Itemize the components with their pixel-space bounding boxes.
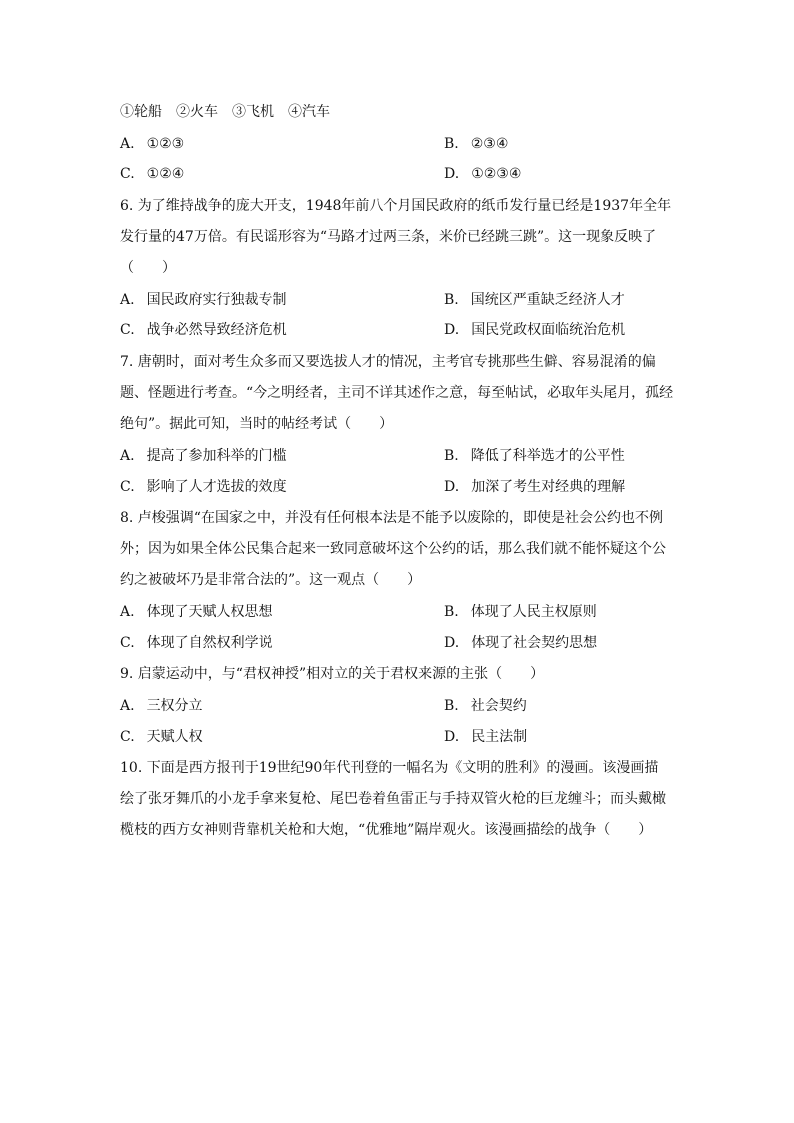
- q8-option-d[interactable]: [444, 633, 597, 653]
- option-letter: A.: [120, 604, 135, 620]
- option-text: 国民党政权面临统治危机: [471, 322, 626, 338]
- option-text: 提高了参加科举的门槛: [146, 448, 287, 464]
- q8-stem-line: 外；因为如果全体公民集合起来一致同意破坏这个公约的话，那么我们就不能怀疑这个公: [120, 541, 666, 557]
- q9-option-b[interactable]: [444, 696, 527, 716]
- option-letter: A.: [120, 698, 135, 714]
- option-text: 国民政府实行独裁专制: [146, 292, 287, 308]
- q8-stem-line: 约之被破坏乃是非常合法的”。这一观点（ ）: [120, 572, 422, 588]
- q10-stem-line: 榄枝的西方女神则背靠机关枪和大炮，“优雅地”隔岸观火。该漫画描绘的战争（ ）: [120, 822, 653, 838]
- option-text: 社会契约: [470, 698, 527, 714]
- option-letter: C.: [120, 729, 135, 745]
- q7-option-c[interactable]: [120, 477, 287, 497]
- option-text: ①②④: [146, 166, 185, 182]
- q8-option-a[interactable]: [120, 602, 273, 622]
- q7-stem-line: 绝句”。据此可知，当时的帖经考试（ ）: [120, 416, 394, 432]
- q9-option-d[interactable]: [444, 727, 527, 747]
- option-text: 体现了自然权利学说: [146, 635, 273, 651]
- q5-stem-items: ①轮船 ②火车 ③飞机 ④汽车: [120, 104, 330, 120]
- option-text: 影响了人才选拔的效度: [146, 479, 287, 495]
- option-letter: A.: [120, 448, 135, 464]
- option-letter: C.: [120, 322, 135, 338]
- option-letter: D.: [444, 322, 460, 338]
- q6-option-d[interactable]: [444, 320, 625, 340]
- option-letter: B.: [444, 604, 459, 620]
- q6-stem-line: （ ）: [120, 260, 176, 276]
- option-letter: B.: [444, 292, 459, 308]
- option-letter: C.: [120, 479, 135, 495]
- option-text: ②③④: [470, 136, 509, 152]
- q5-option-c[interactable]: [120, 164, 184, 184]
- option-letter: B.: [444, 448, 459, 464]
- option-text: ①②③: [146, 136, 185, 152]
- q8-stem-line: 8. 卢梭强调“在国家之中，并没有任何根本法是不能予以废除的，即使是社会公约也不例: [120, 510, 663, 526]
- q9-option-a[interactable]: [120, 696, 203, 716]
- option-letter: B.: [444, 136, 459, 152]
- q9-stem-line: 9. 启蒙运动中，与“君权神授”相对立的关于君权来源的主张（ ）: [120, 666, 545, 682]
- option-letter: D.: [444, 729, 460, 745]
- q8-option-c[interactable]: [120, 633, 273, 653]
- q8-option-b[interactable]: [444, 602, 597, 622]
- option-letter: A.: [120, 292, 135, 308]
- q10-stem-line: 10. 下面是西方报刊于19世纪90年代刊登的一幅名为《文明的胜利》的漫画。该漫画描: [120, 760, 659, 776]
- q5-option-b[interactable]: [444, 134, 508, 154]
- option-text: 加深了考生对经典的理解: [471, 479, 626, 495]
- q5-option-d[interactable]: [444, 164, 521, 184]
- option-text: 降低了科举选才的公平性: [470, 448, 625, 464]
- q5-option-a[interactable]: [120, 134, 184, 154]
- option-letter: C.: [120, 635, 135, 651]
- option-letter: D.: [444, 635, 460, 651]
- option-text: ①②③④: [471, 166, 522, 182]
- option-letter: A.: [120, 136, 135, 152]
- option-text: 体现了天赋人权思想: [146, 604, 273, 620]
- q6-option-c[interactable]: [120, 320, 287, 340]
- option-letter: C.: [120, 166, 135, 182]
- q10-stem-line: 绘了张牙舞爪的小龙手拿来复枪、尾巴卷着鱼雷正与手持双管火枪的巨龙缠斗；而头戴橄: [120, 791, 666, 807]
- q6-stem-line: 6. 为了维持战争的庞大开支，1948年前八个月国民政府的纸币发行量已经是1937年全年: [120, 198, 672, 214]
- option-text: 体现了人民主权原则: [470, 604, 597, 620]
- option-text: 三权分立: [146, 698, 203, 714]
- option-text: 天赋人权: [146, 729, 203, 745]
- option-letter: D.: [444, 479, 460, 495]
- q6-option-b[interactable]: [444, 290, 625, 310]
- option-text: 体现了社会契约思想: [471, 635, 598, 651]
- q7-option-d[interactable]: [444, 477, 625, 497]
- q7-option-a[interactable]: [120, 446, 287, 466]
- q9-option-c[interactable]: [120, 727, 203, 747]
- q7-stem-line: 题、怪题进行考查。“今之明经者，主司不详其述作之意，每至帖试，必取年头尾月，孤经: [120, 385, 674, 401]
- q7-stem-line: 7. 唐朝时，面对考生众多而又要选拔人才的情况，主考官专挑那些生僻、容易混淆的偏: [120, 354, 656, 370]
- option-text: 民主法制: [471, 729, 528, 745]
- option-letter: D.: [444, 166, 460, 182]
- option-text: 战争必然导致经济危机: [146, 322, 287, 338]
- option-text: 国统区严重缺乏经济人才: [470, 292, 625, 308]
- q6-option-a[interactable]: [120, 290, 287, 310]
- q6-stem-line: 发行量的47万倍。有民谣形容为“马路才过两三条，米价已经跳三跳”。这一现象反映了: [120, 229, 657, 245]
- option-letter: B.: [444, 698, 459, 714]
- q7-option-b[interactable]: [444, 446, 625, 466]
